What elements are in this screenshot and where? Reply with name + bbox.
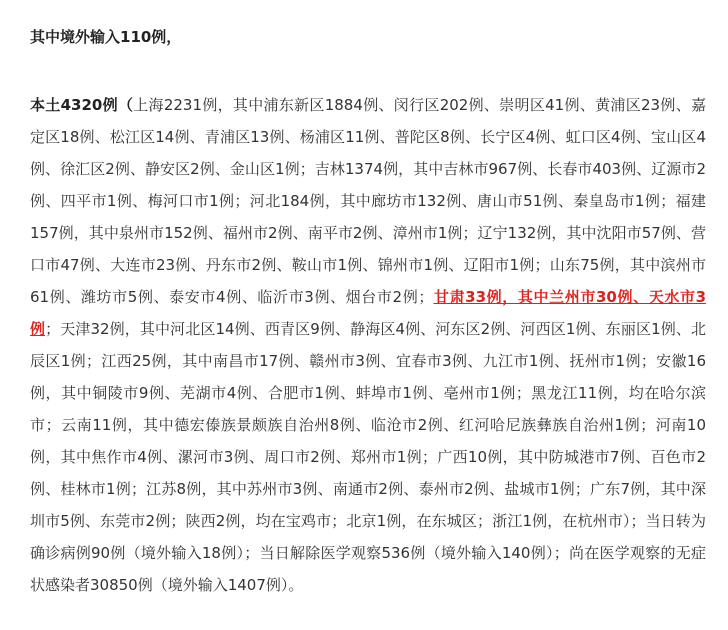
imported-cases-line: 其中境外输入110例， (30, 28, 182, 46)
local-cases-text-part2: ；天津32例，其中河北区14例、西青区9例、静海区4例、河东区2例、河西区1例、东丽区1例、北辰区1例；江西25例，其中南昌市17例、赣州市3例、宜春市3例、九江市1例、抚州市1例；安徽16例，其中铜陵市9例、芜湖市4例、合肥市1例、蚌埠市1例、亳州市1例；黑龙江11例，均在哈尔滨市；云南11例，其中德宏傣族景颇族自治州8例、临沧市2例、红河哈尼族彝族自治州1例；河南10例，其中焦作市4例、漯河市3例、周口市2例、郑州市1例；广西10例，其中防城港市7例、百色市2例、桂林市1例；江苏8例，其中苏州市3例、南通市2例、泰州市2例、盐城市1例；广东7例，其中深圳市5例、东莞市2例；陕西2例，均在宝鸡市；北京1例，在东城区；浙江1例，在杭州市）；当日转为确诊病例90例（境外输入18例）；当日解除医学观察536例（境外输入140例）；尚在医学观察的无症状感染者30850例（境外输入1407例）。 (30, 320, 706, 594)
local-cases-lead: 本土4320例（ (30, 96, 134, 114)
gansu-highlight: 甘肃33例，其中兰州市30例、天水市3例 (30, 288, 707, 338)
local-cases-text-part1: 上海2231例，其中浦东新区1884例、闵行区202例、崇明区41例、黄浦区23例、嘉定区18例、松江区14例、青浦区13例、杨浦区11例、普陀区8例、长宁区4例、虹口区4例、宝山区4例、徐汇区2例、静安区2例、金山区1例；吉林1374例，其中吉林市967例、长春市403例、辽源市2例、四平市1例、梅河口市1例；河北184例，其中廊坊市132例、唐山市51例、秦皇岛市1例；福建157例，其中泉州市152例、福州市2例、南平市2例、漳州市1例；辽宁132例，其中沈阳市57例、营口市47例、大连市23例、丹东市2例、鞍山市1例、锦州市1例、辽阳市1例；山东75例，其中滨州市61例、潍坊市5例、泰安市4例、临沂市3例、烟台市2例； (30, 96, 706, 306)
local-cases-paragraph (30, 89, 706, 601)
